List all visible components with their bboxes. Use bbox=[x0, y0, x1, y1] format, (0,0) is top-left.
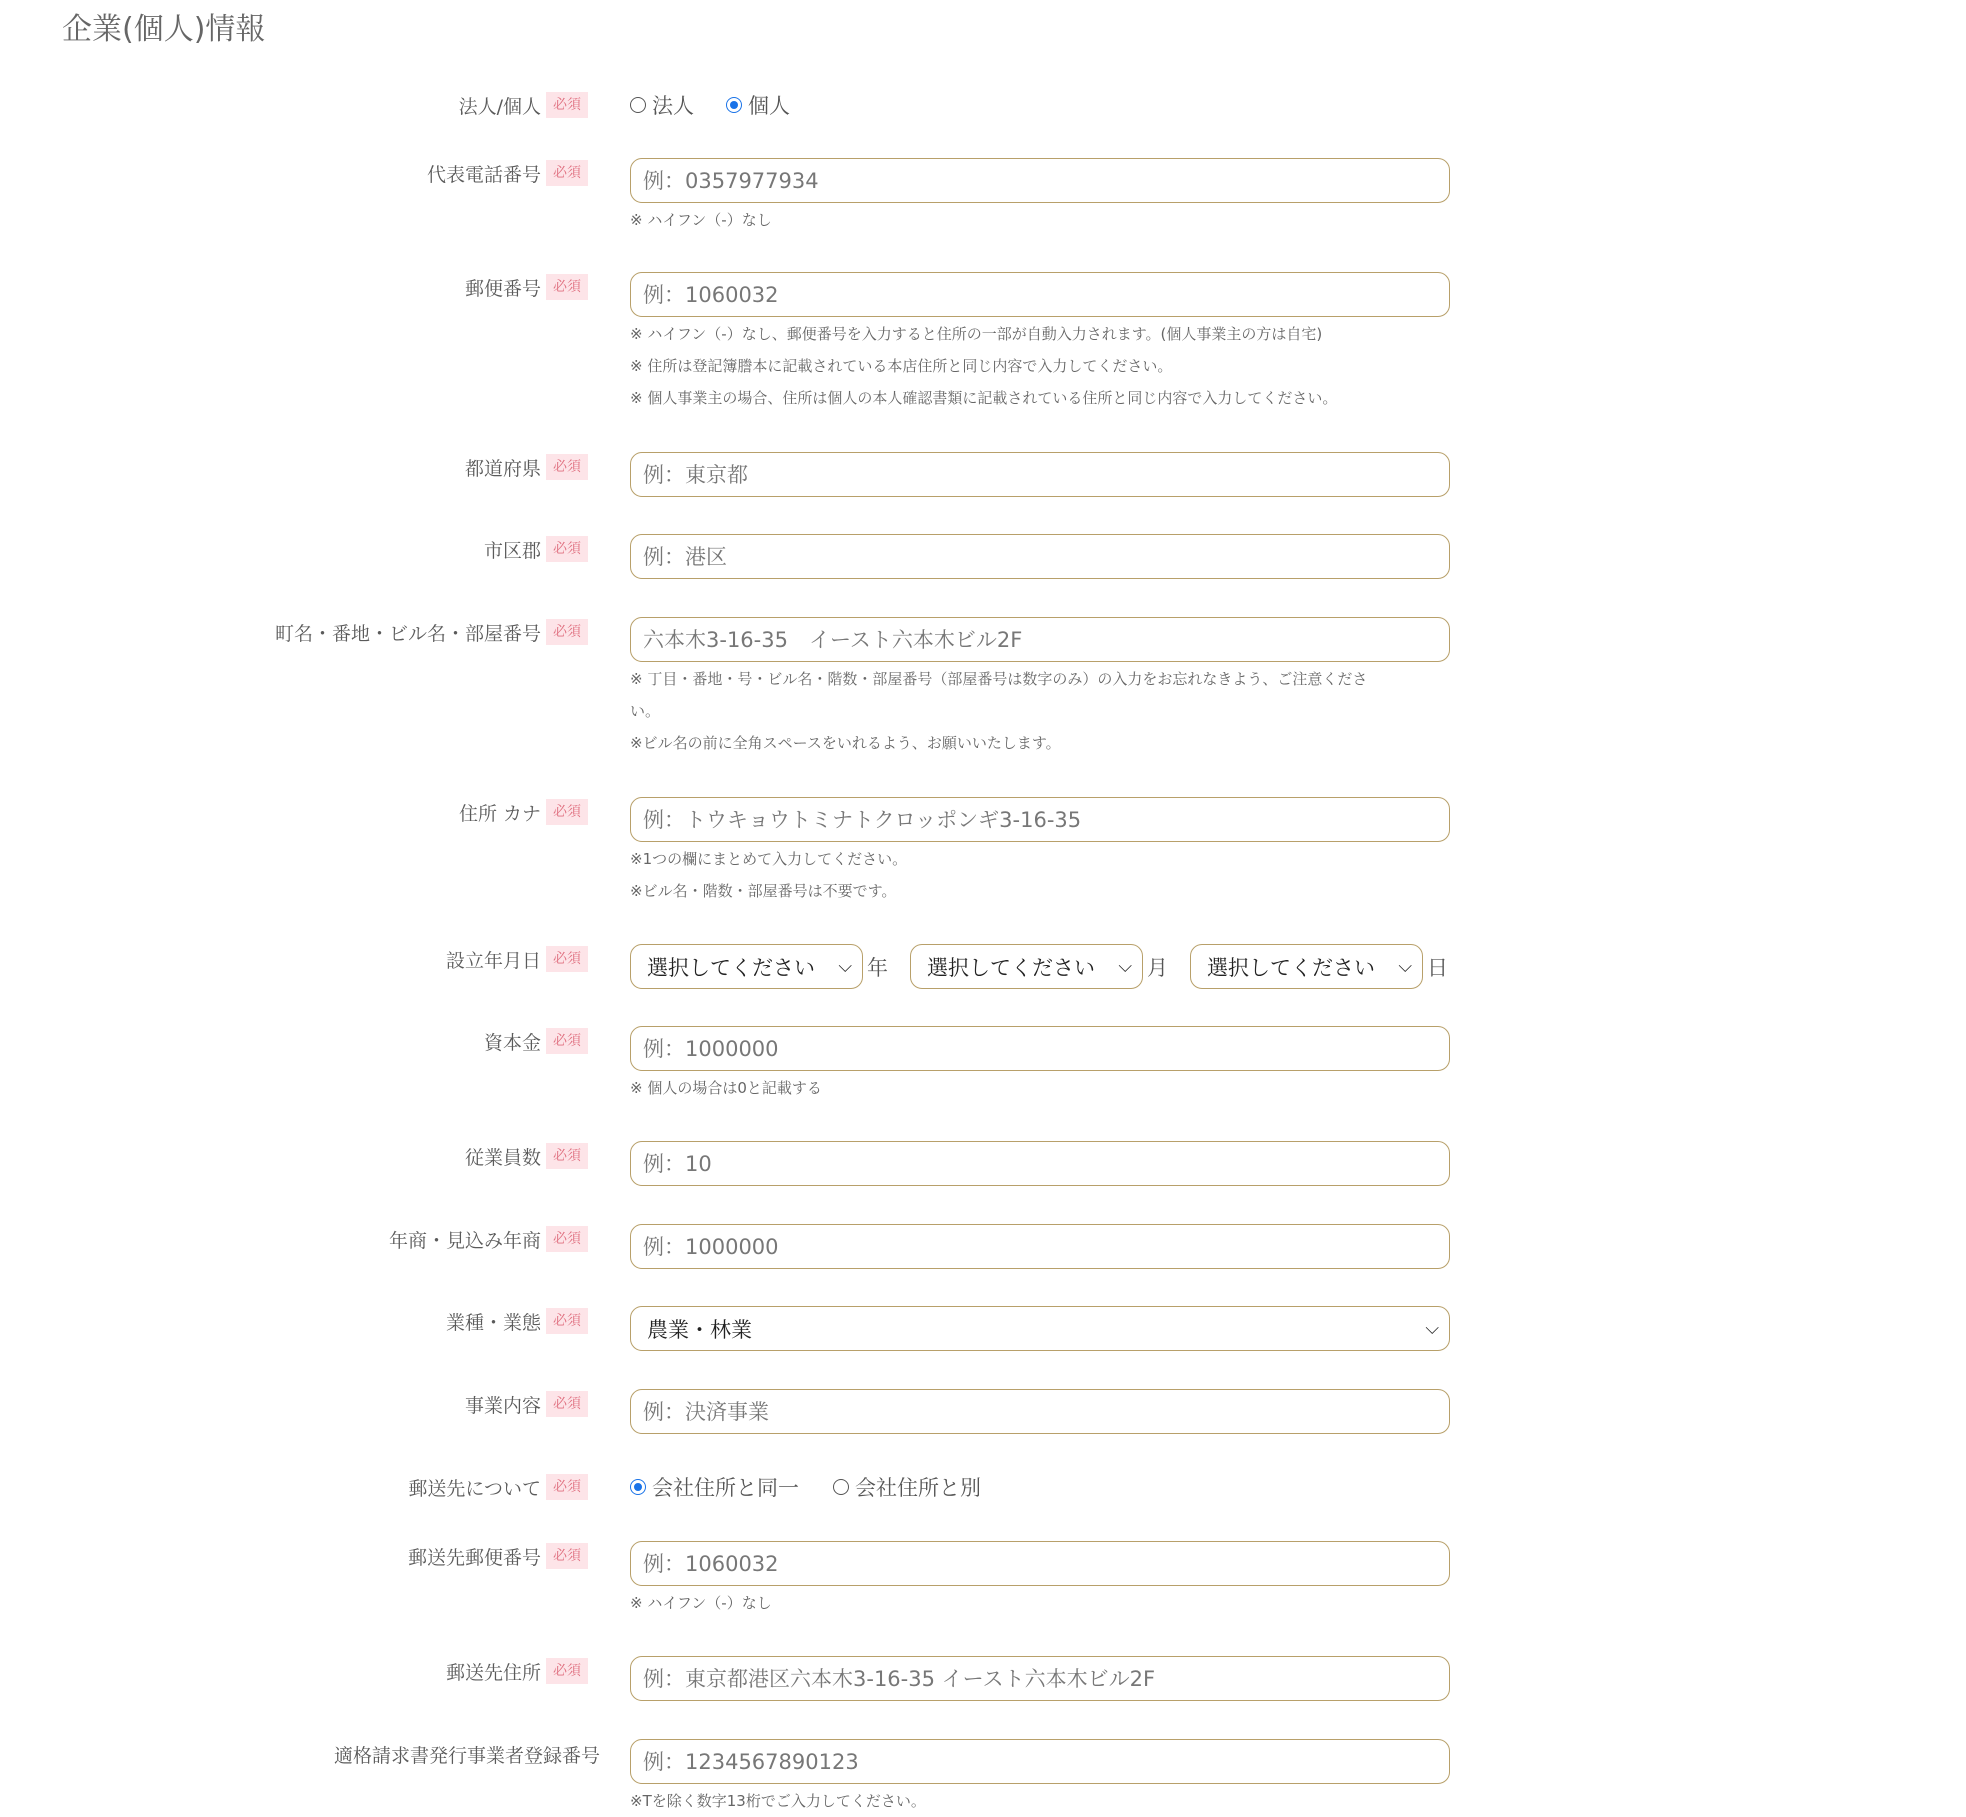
radio-label: 会社住所と同一 bbox=[652, 1476, 799, 1500]
field-label: 郵送先について bbox=[408, 1477, 541, 1500]
field-note: ※ビル名の前に全角スペースをいれるよう、お願いいたします。 bbox=[630, 734, 1061, 752]
annual-sales-input[interactable] bbox=[630, 1224, 1450, 1269]
established-month-select[interactable] bbox=[910, 944, 1143, 989]
entity-type-radio-group bbox=[630, 90, 822, 120]
date-unit-year: 年 bbox=[867, 955, 888, 980]
select-value: 選択してください bbox=[927, 955, 1095, 980]
field-label-group bbox=[459, 797, 588, 827]
required-badge: 必須 bbox=[546, 946, 588, 972]
required-badge: 必須 bbox=[546, 536, 588, 562]
street-input[interactable] bbox=[630, 617, 1450, 662]
field-label: 郵便番号 bbox=[464, 277, 541, 300]
required-badge: 必須 bbox=[546, 799, 588, 825]
field-note: ※Tを除く数字13桁でご入力してください。 bbox=[630, 1792, 926, 1810]
field-note: ※ 個人事業主の場合、住所は個人の本人確認書類に記載されている住所と同じ内容で入力してください。 bbox=[630, 389, 1338, 407]
field-label: 業種・業態 bbox=[445, 1311, 541, 1334]
field-label-group bbox=[465, 452, 588, 482]
field-label-group bbox=[389, 1224, 588, 1254]
city-input[interactable] bbox=[630, 534, 1450, 579]
required-badge: 必須 bbox=[546, 274, 588, 300]
select-value: 選択してください bbox=[1207, 955, 1375, 980]
select-value: 選択してください bbox=[647, 955, 815, 980]
employees-input[interactable] bbox=[630, 1141, 1450, 1186]
chevron-down-icon: ⌵ bbox=[838, 956, 852, 977]
field-label-group bbox=[446, 944, 588, 974]
field-label: 事業内容 bbox=[464, 1394, 541, 1417]
field-label: 年商・見込み年商 bbox=[388, 1229, 541, 1252]
field-label-group bbox=[465, 272, 588, 302]
field-label-group bbox=[484, 1026, 588, 1056]
required-badge: 必須 bbox=[546, 454, 588, 480]
field-note: い。 bbox=[630, 702, 661, 720]
established-date-group bbox=[630, 944, 1470, 989]
field-label-group bbox=[446, 1306, 588, 1336]
required-badge: 必須 bbox=[546, 1658, 588, 1684]
field-label: 資本金 bbox=[483, 1031, 541, 1054]
required-badge: 必須 bbox=[546, 1143, 588, 1169]
date-unit-day: 日 bbox=[1427, 955, 1448, 980]
field-label-group bbox=[427, 158, 588, 188]
required-badge: 必須 bbox=[546, 619, 588, 645]
radio-unchecked-icon[interactable] bbox=[833, 1479, 849, 1495]
field-label-group bbox=[459, 90, 588, 120]
prefecture-input[interactable] bbox=[630, 452, 1450, 497]
required-badge: 必須 bbox=[546, 1226, 588, 1252]
radio-option-individual[interactable] bbox=[726, 90, 790, 120]
field-label-group bbox=[446, 1656, 588, 1686]
page-title: 企業(個人)情報 bbox=[62, 12, 266, 47]
field-note: ※ 丁目・番地・号・ビル名・階数・部屋番号（部屋番号は数字のみ）の入力をお忘れなきよう、ご注意くださ bbox=[630, 670, 1368, 688]
field-note: ※1つの欄にまとめて入力してください。 bbox=[630, 850, 908, 868]
radio-option-same-address[interactable] bbox=[630, 1472, 799, 1502]
field-note: ※ ハイフン（-）なし、郵便番号を入力すると住所の一部が自動入力されます。(個人事業主の方は自宅) bbox=[630, 325, 1323, 343]
required-badge: 必須 bbox=[546, 1308, 588, 1334]
field-label-group bbox=[334, 1739, 600, 1769]
business-input[interactable] bbox=[630, 1389, 1450, 1434]
radio-option-different-address[interactable] bbox=[833, 1472, 981, 1502]
industry-select[interactable] bbox=[630, 1306, 1450, 1351]
mailing-address-input[interactable] bbox=[630, 1656, 1450, 1701]
radio-option-corporation[interactable] bbox=[630, 90, 694, 120]
field-label: 市区郡 bbox=[483, 539, 541, 562]
field-label: 適格請求書発行事業者登録番号 bbox=[333, 1744, 600, 1767]
required-badge: 必須 bbox=[546, 1543, 588, 1569]
required-badge: 必須 bbox=[546, 1391, 588, 1417]
field-label-group bbox=[484, 534, 588, 564]
required-badge: 必須 bbox=[546, 1474, 588, 1500]
field-note: ※ビル名・階数・部屋番号は不要です。 bbox=[630, 882, 897, 900]
chevron-down-icon: ⌵ bbox=[1118, 956, 1132, 977]
field-note: ※ ハイフン（-）なし bbox=[630, 1594, 772, 1612]
field-label: 郵送先住所 bbox=[445, 1661, 541, 1684]
invoice-number-input[interactable] bbox=[630, 1739, 1450, 1784]
postal-code-input[interactable] bbox=[630, 272, 1450, 317]
radio-checked-icon[interactable] bbox=[726, 97, 742, 113]
field-label: 住所 カナ bbox=[458, 802, 541, 825]
established-year-select[interactable] bbox=[630, 944, 863, 989]
field-label: 代表電話番号 bbox=[426, 163, 541, 186]
field-label: 都道府県 bbox=[464, 457, 541, 480]
field-label: 従業員数 bbox=[464, 1146, 541, 1169]
field-note: ※ 個人の場合は0と記載する bbox=[630, 1079, 822, 1097]
chevron-down-icon: ⌵ bbox=[1398, 956, 1412, 977]
radio-checked-icon[interactable] bbox=[630, 1479, 646, 1495]
required-badge: 必須 bbox=[546, 92, 588, 118]
date-unit-month: 月 bbox=[1147, 955, 1168, 980]
field-label-group bbox=[275, 617, 588, 647]
field-note: ※ 住所は登記簿謄本に記載されている本店住所と同じ内容で入力してください。 bbox=[630, 357, 1173, 375]
field-label: 法人/個人 bbox=[458, 95, 541, 118]
field-label-group bbox=[465, 1141, 588, 1171]
radio-label: 法人 bbox=[652, 94, 694, 118]
chevron-down-icon: ⌵ bbox=[1425, 1318, 1439, 1339]
field-note: ※ ハイフン（-）なし bbox=[630, 211, 772, 229]
mailing-radio-group bbox=[630, 1472, 1013, 1502]
required-badge: 必須 bbox=[546, 160, 588, 186]
required-badge: 必須 bbox=[546, 1028, 588, 1054]
address-kana-input[interactable] bbox=[630, 797, 1450, 842]
established-day-select[interactable] bbox=[1190, 944, 1423, 989]
field-label: 設立年月日 bbox=[445, 949, 541, 972]
radio-unchecked-icon[interactable] bbox=[630, 97, 646, 113]
select-value: 農業・林業 bbox=[647, 1317, 752, 1342]
field-label: 郵送先郵便番号 bbox=[407, 1546, 541, 1569]
radio-label: 個人 bbox=[748, 94, 790, 118]
capital-input[interactable] bbox=[630, 1026, 1450, 1071]
field-label: 町名・番地・ビル名・部屋番号 bbox=[274, 622, 541, 645]
mailing-postal-input[interactable] bbox=[630, 1541, 1450, 1586]
phone-input[interactable] bbox=[630, 158, 1450, 203]
field-label-group bbox=[408, 1472, 588, 1502]
field-label-group bbox=[408, 1541, 588, 1571]
radio-label: 会社住所と別 bbox=[855, 1476, 981, 1500]
field-label-group bbox=[465, 1389, 588, 1419]
